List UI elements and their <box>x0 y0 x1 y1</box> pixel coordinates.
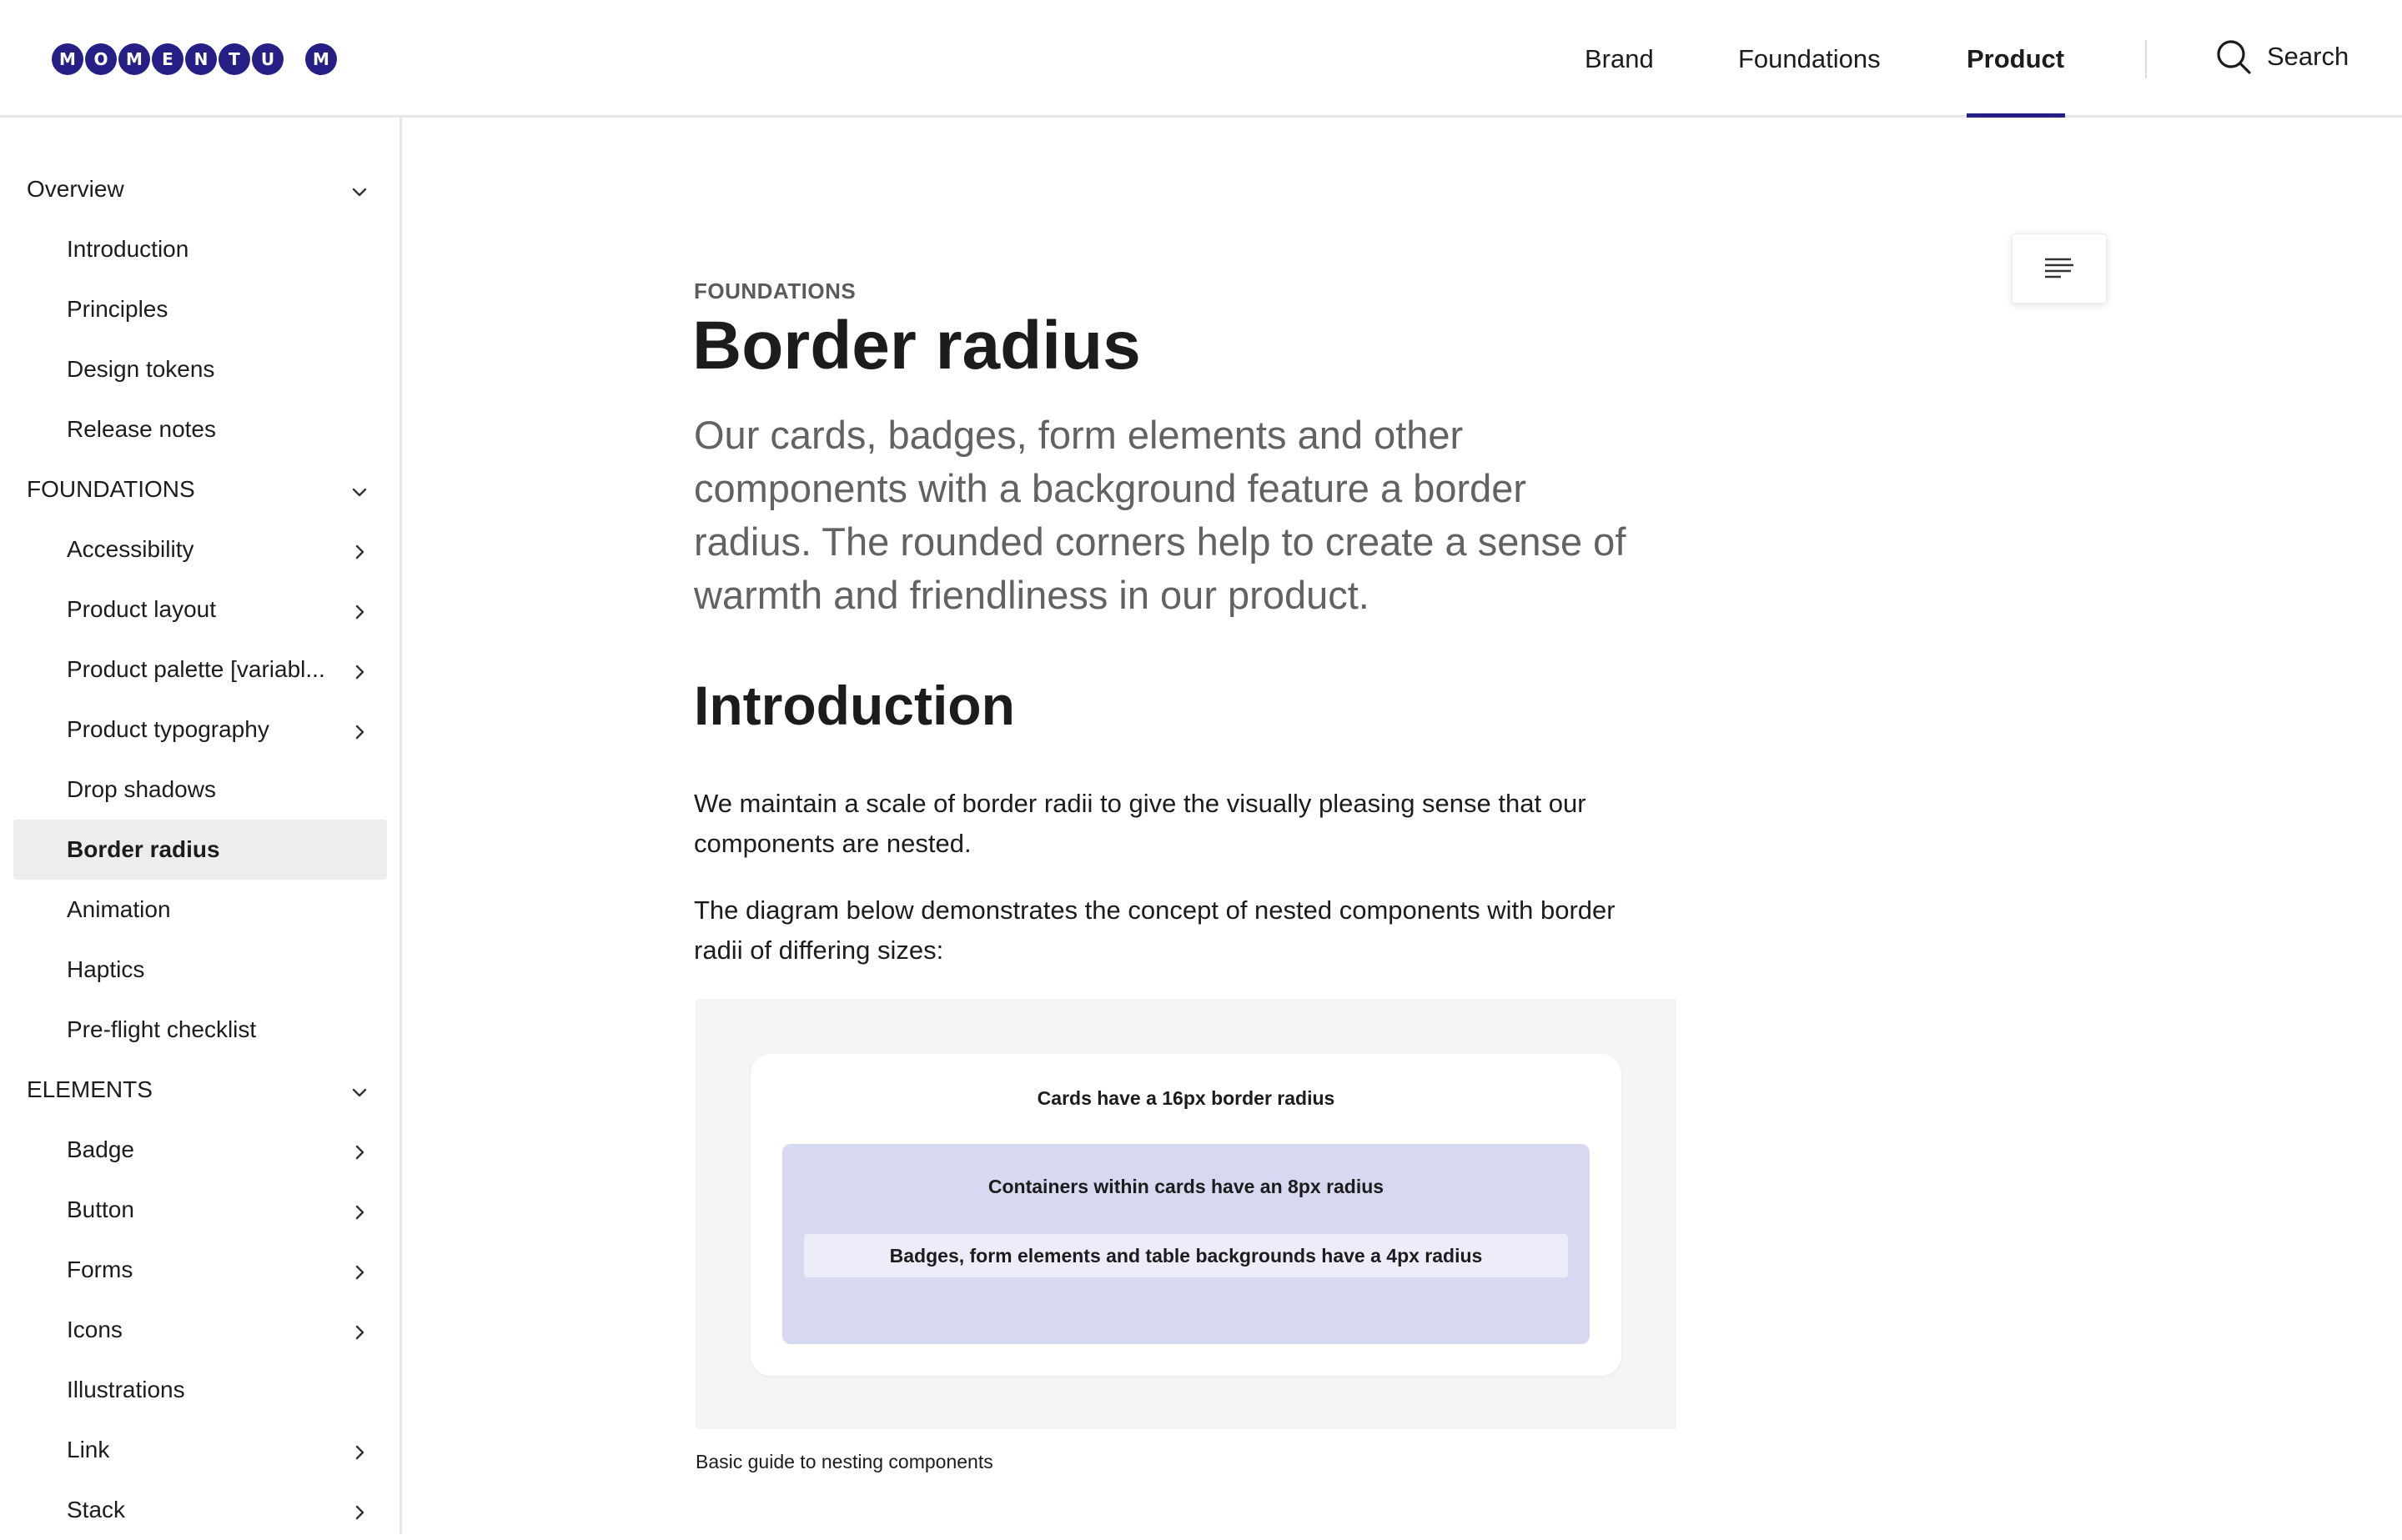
sidebar-item-label: Product typography <box>67 716 269 742</box>
sidebar-item-forms[interactable] <box>13 1240 387 1300</box>
sidebar-item-product-typography[interactable] <box>13 700 387 760</box>
sidebar-item-principles[interactable] <box>13 279 387 339</box>
sidebar-item-label: Icons <box>67 1317 123 1342</box>
sidebar-item-product-palette-variabl[interactable] <box>13 640 387 700</box>
sidebar-item-label: Animation <box>67 896 171 922</box>
table-of-contents-button[interactable] <box>2012 233 2107 303</box>
lead-paragraph: Our cards, badges, form elements and other components with a background feature a border radius. The rounded corners help to create a sense of warmth and friendliness in our product. <box>694 413 1626 617</box>
chevron-down-icon[interactable] <box>350 480 369 499</box>
sidebar-item-label: Border radius <box>67 836 220 862</box>
chevron-right-icon[interactable] <box>350 1321 369 1339</box>
chevron-right-icon[interactable] <box>350 600 369 619</box>
diagram-card <box>751 1054 1621 1376</box>
sidebar-item-drop-shadows[interactable] <box>13 760 387 820</box>
sidebar-item-release-notes[interactable] <box>13 399 387 459</box>
sidebar-item-label: Stack <box>67 1497 126 1522</box>
sidebar-item-icons[interactable] <box>13 1300 387 1360</box>
diagram-card-label: Cards have a 16px border radius <box>1037 1087 1335 1109</box>
sidebar-item-label: Overview <box>27 176 124 202</box>
sidebar-item-stack[interactable] <box>13 1480 387 1540</box>
diagram-container-label: Containers within cards have an 8px radius <box>987 1176 1384 1197</box>
sidebar-item-accessibility[interactable] <box>13 519 387 579</box>
sidebar-item-label: Product layout <box>67 596 216 622</box>
chevron-down-icon[interactable] <box>350 180 369 198</box>
sidebar-item-link[interactable] <box>13 1420 387 1480</box>
sidebar-item-product-layout[interactable] <box>13 579 387 640</box>
sidebar-item-introduction[interactable] <box>13 219 387 279</box>
sidebar-item-illustrations[interactable] <box>13 1360 387 1420</box>
chevron-right-icon[interactable] <box>350 1201 369 1219</box>
momentum-logo[interactable] <box>52 42 339 77</box>
sidebar-item-pre-flight-checklist[interactable] <box>13 1000 387 1060</box>
sidebar-item-label: Drop shadows <box>67 776 216 802</box>
search-button[interactable] <box>2215 33 2349 80</box>
chevron-right-icon[interactable] <box>350 1441 369 1459</box>
diagram-container <box>782 1144 1590 1344</box>
sidebar-item-button[interactable] <box>13 1180 387 1240</box>
sidebar-item-label: Button <box>67 1196 134 1222</box>
chevron-right-icon[interactable] <box>350 660 369 679</box>
sidebar-item-badge[interactable] <box>13 1120 387 1180</box>
sidebar-item-label: Principles <box>67 296 168 322</box>
table-of-contents-icon <box>2043 255 2076 282</box>
sidebar-section-overview[interactable] <box>13 159 387 219</box>
section-heading-introduction: Introduction <box>694 675 1015 736</box>
sidebar-item-label: Design tokens <box>67 356 215 382</box>
logo-mark: M <box>305 43 337 75</box>
sidebar-item-label: Accessibility <box>67 536 194 562</box>
top-header <box>0 0 2402 118</box>
sidebar-item-label: Forms <box>67 1257 133 1282</box>
diagram-badge: Badges, form elements and table backgrounds have a 4px radius <box>804 1234 1568 1277</box>
diagram-caption: Basic guide to nesting components <box>696 1451 993 1472</box>
chevron-right-icon[interactable] <box>350 1261 369 1279</box>
sidebar-item-label: Product palette [variabl... <box>67 656 325 682</box>
sidebar-nav <box>0 118 402 1534</box>
sidebar-item-label: ELEMENTS <box>27 1076 153 1102</box>
nav-divider <box>2145 40 2147 78</box>
sidebar-item-label: Introduction <box>67 236 189 262</box>
chevron-right-icon[interactable] <box>350 720 369 739</box>
sidebar-item-label: Pre-flight checklist <box>67 1016 257 1042</box>
page-eyebrow: FOUNDATIONS <box>694 278 857 303</box>
chevron-right-icon[interactable] <box>350 1141 369 1159</box>
nav-brand[interactable]: Brand <box>1585 43 1654 73</box>
intro-paragraph-2: The diagram below demonstrates the concept of nested components with border radii of differing sizes: <box>694 895 1616 965</box>
sidebar-item-label: Illustrations <box>67 1377 185 1402</box>
logo-letter: M <box>52 43 83 75</box>
sidebar-item-haptics[interactable] <box>13 940 387 1000</box>
sidebar-section-foundations[interactable] <box>13 459 387 519</box>
chevron-right-icon[interactable] <box>350 1501 369 1519</box>
logo-letter: O <box>85 43 117 75</box>
search-label: Search <box>2267 42 2349 71</box>
nav-active-indicator <box>1967 113 2065 118</box>
logo-letter: E <box>152 43 183 75</box>
sidebar-item-animation[interactable] <box>13 880 387 940</box>
page-title: Border radius <box>692 308 1141 384</box>
nav-foundations[interactable]: Foundations <box>1738 43 1881 73</box>
sidebar-section-elements[interactable] <box>13 1060 387 1120</box>
search-icon <box>2215 38 2252 75</box>
logo-letter: U <box>252 43 284 75</box>
chevron-down-icon[interactable] <box>350 1081 369 1099</box>
logo-letter: T <box>219 43 250 75</box>
nesting-diagram <box>696 999 1676 1429</box>
sidebar-item-label: Badge <box>67 1136 134 1162</box>
intro-paragraph-1: We maintain a scale of border radii to give the visually pleasing sense that our components are nested. <box>694 789 1586 858</box>
sidebar-item-border-radius[interactable] <box>13 820 387 880</box>
sidebar-item-label: Release notes <box>67 416 217 442</box>
chevron-right-icon[interactable] <box>350 540 369 559</box>
logo-letter: N <box>185 43 217 75</box>
sidebar-item-label: Link <box>67 1437 110 1462</box>
sidebar-item-label: Haptics <box>67 956 145 982</box>
sidebar-item-design-tokens[interactable] <box>13 339 387 399</box>
sidebar-item-label: FOUNDATIONS <box>27 476 195 502</box>
nav-product[interactable]: Product <box>1967 43 2065 73</box>
logo-letter: M <box>118 43 150 75</box>
